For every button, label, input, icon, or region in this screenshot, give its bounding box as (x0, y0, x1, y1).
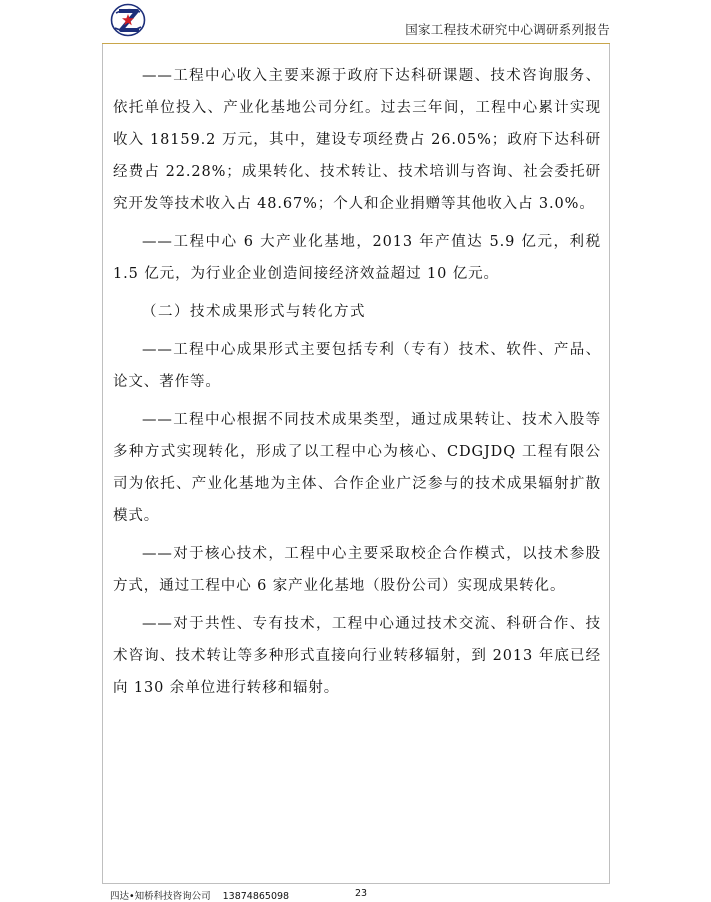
paragraph-core-technology: ——对于核心技术，工程中心主要采取校企合作模式，以技术参股方式，通过工程中心 6 家产业化基地（股份公司）实现成果转化。 (113, 546, 601, 594)
section-heading: （二）技术成果形式与转化方式 (142, 304, 366, 320)
paragraph-transfer-methods: ——工程中心根据不同技术成果类型，通过成果转让、技术入股等多种方式实现转化，形成了以工程中心为核心、CDGJDQ 工程有限公司为依托、产业化基地为主体、合作企业广泛参与的技术成果辐射扩散模式。 (113, 412, 601, 524)
paragraph-revenue-sources: ——工程中心收入主要来源于政府下达科研课题、技术咨询服务、依托单位投入、产业化基地公司分红。过去三年间，工程中心累计实现收入 18159.2 万元，其中，建设专项经费占 26.05%；政府下达科研经费占 22.28%；成果转化、技术转让、技术培训与咨询、社会委托研究开发等技术收入占 48.67%；个人和企业捐赠等其他收入占 3.0%。 (113, 68, 601, 212)
company-logo-icon (110, 3, 146, 37)
footer-phone: 13874865098 (222, 891, 290, 902)
footer-company: 四达•知桥科技咨询公司 (110, 891, 211, 902)
report-series-title: 国家工程技术研究中心调研系列报告 (405, 22, 610, 37)
paragraph-common-technology: ——对于共性、专有技术，工程中心通过技术交流、科研合作、技术咨询、技术转让等多种形式直接向行业转移辐射，到 2013 年底已经向 130 余单位进行转移和辐射。 (113, 616, 601, 696)
paragraph-industrial-bases: ——工程中心 6 大产业化基地，2013 年产值达 5.9 亿元，利税 1.5 亿元，为行业企业创造间接经济效益超过 10 亿元。 (113, 234, 601, 282)
page-number: 23 (355, 888, 368, 899)
page-header (102, 0, 610, 44)
paragraph-result-forms: ——工程中心成果形式主要包括专利（专有）技术、软件、产品、论文、著作等。 (113, 342, 601, 390)
document-body (113, 60, 601, 710)
